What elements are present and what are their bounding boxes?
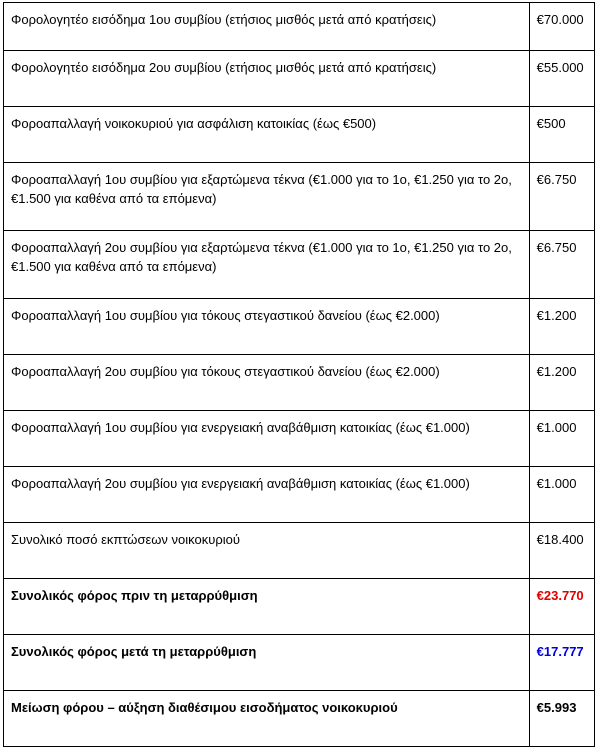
row-label: Μείωση φόρου – αύξηση διαθέσιμου εισοδήματος νοικοκυριού <box>4 691 530 747</box>
row-label: Φοροαπαλλαγή νοικοκυριού για ασφάλιση κατοικίας (έως €500) <box>4 107 530 163</box>
table-row <box>4 299 595 355</box>
table-row <box>4 51 595 107</box>
table-row <box>4 523 595 579</box>
row-value: €1.000 <box>529 411 594 467</box>
tax-table-container <box>3 2 595 747</box>
row-label: Φοροαπαλλαγή 2ου συμβίου για τόκους στεγαστικού δανείου (έως €2.000) <box>4 355 530 411</box>
row-label: Συνολικός φόρος μετά τη μεταρρύθμιση <box>4 635 530 691</box>
table-row <box>4 411 595 467</box>
table-row-tax-after <box>4 635 595 691</box>
table-row <box>4 163 595 231</box>
table-row <box>4 231 595 299</box>
row-value: €1.000 <box>529 467 594 523</box>
row-value: €1.200 <box>529 299 594 355</box>
row-label: Φοροαπαλλαγή 1ου συμβίου για τόκους στεγαστικού δανείου (έως €2.000) <box>4 299 530 355</box>
row-value: €500 <box>529 107 594 163</box>
tax-before-value: €23.770 <box>529 579 594 635</box>
tax-reform-table <box>3 2 595 747</box>
row-label: Φορολογητέο εισόδημα 2ου συμβίου (ετήσιος μισθός μετά από κρατήσεις) <box>4 51 530 107</box>
row-label: Φοροαπαλλαγή 2ου συμβίου για εξαρτώμενα τέκνα (€1.000 για το 1ο, €1.250 για το 2ο, €1.500 για καθένα από τα επόμενα) <box>4 231 530 299</box>
row-label: Φοροαπαλλαγή 1ου συμβίου για εξαρτώμενα τέκνα (€1.000 για το 1ο, €1.250 για το 2ο, €1.500 για καθένα από τα επόμενα) <box>4 163 530 231</box>
row-value: €6.750 <box>529 231 594 299</box>
table-row <box>4 3 595 51</box>
row-value: €1.200 <box>529 355 594 411</box>
tax-reduction-value: €5.993 <box>529 691 594 747</box>
row-label: Συνολικός φόρος πριν τη μεταρρύθμιση <box>4 579 530 635</box>
row-value: €70.000 <box>529 3 594 51</box>
row-label: Φορολογητέο εισόδημα 1ου συμβίου (ετήσιος μισθός μετά από κρατήσεις) <box>4 3 530 51</box>
table-row <box>4 467 595 523</box>
row-label: Φοροαπαλλαγή 2ου συμβίου για ενεργειακή αναβάθμιση κατοικίας (έως €1.000) <box>4 467 530 523</box>
row-value: €6.750 <box>529 163 594 231</box>
tax-after-value: €17.777 <box>529 635 594 691</box>
table-row-tax-reduction <box>4 691 595 747</box>
table-row-tax-before <box>4 579 595 635</box>
row-value: €18.400 <box>529 523 594 579</box>
row-value: €55.000 <box>529 51 594 107</box>
table-row <box>4 107 595 163</box>
row-label: Φοροαπαλλαγή 1ου συμβίου για ενεργειακή αναβάθμιση κατοικίας (έως €1.000) <box>4 411 530 467</box>
table-row <box>4 355 595 411</box>
row-label: Συνολικό ποσό εκπτώσεων νοικοκυριού <box>4 523 530 579</box>
